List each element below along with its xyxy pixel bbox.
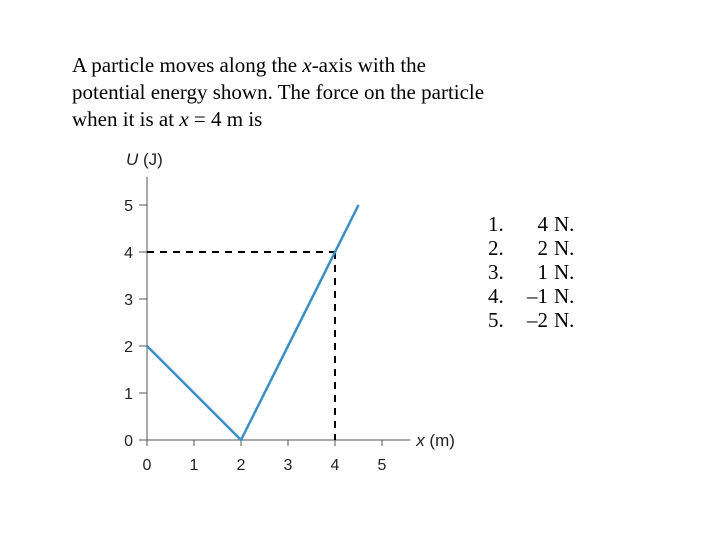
choice-value: –1 [527,284,548,308]
choice-value: 1 [537,260,548,284]
choice-number: 4. [488,284,504,308]
choice-number: 2. [488,236,504,260]
x-tick-label: 5 [377,457,387,474]
answer-choice[interactable] [488,260,574,284]
question-line-2: potential energy shown. The force on the particle [72,80,485,104]
x-tick-label: 3 [283,457,293,474]
y-tick-label: 1 [124,386,133,403]
y-axis-unit: (J) [138,149,163,169]
choice-unit: N. [554,284,575,308]
y-tick-label: 3 [124,292,133,309]
choice-number: 1. [488,212,504,236]
choice-value: 2 [537,236,548,260]
x-tick-label: 0 [142,457,152,474]
y-tick-label: 2 [124,339,133,356]
question-line-3-start: when it is at [72,107,180,131]
question-line-1-start: A particle moves along the [72,53,303,77]
x-tick-label: 4 [330,457,340,474]
choice-value: 4 [537,212,548,236]
x-tick-label: 1 [189,457,199,474]
choice-number: 3. [488,260,504,284]
y-tick-label: 0 [124,433,133,450]
question-line-3-end: = 4 m is [188,107,263,131]
choice-value: –2 [527,308,548,332]
x-axis-title [415,431,455,450]
x-tick-label: 2 [236,457,246,474]
choice-unit: N. [554,260,575,284]
choice-unit: N. [554,212,575,236]
choice-number: 5. [488,308,504,332]
answer-choice[interactable] [488,212,574,236]
question-line-1-end: -axis with the [311,53,426,77]
choice-unit: N. [554,308,575,332]
x-axis-unit: (m) [424,431,455,450]
question-line-3-variable: x [179,107,189,131]
x-axis-variable: x [416,431,425,450]
y-tick-label: 5 [124,198,133,215]
choice-unit: N. [554,236,575,260]
answer-choices [488,212,574,332]
answer-choice[interactable] [488,284,574,308]
y-tick-label: 4 [124,245,133,262]
y-axis-variable: U [126,149,139,169]
answer-choice[interactable] [488,308,574,332]
question-line-1-variable: x [302,53,312,77]
answer-choice[interactable] [488,236,574,260]
y-axis-title [126,150,163,169]
potential-energy-line [147,205,359,440]
